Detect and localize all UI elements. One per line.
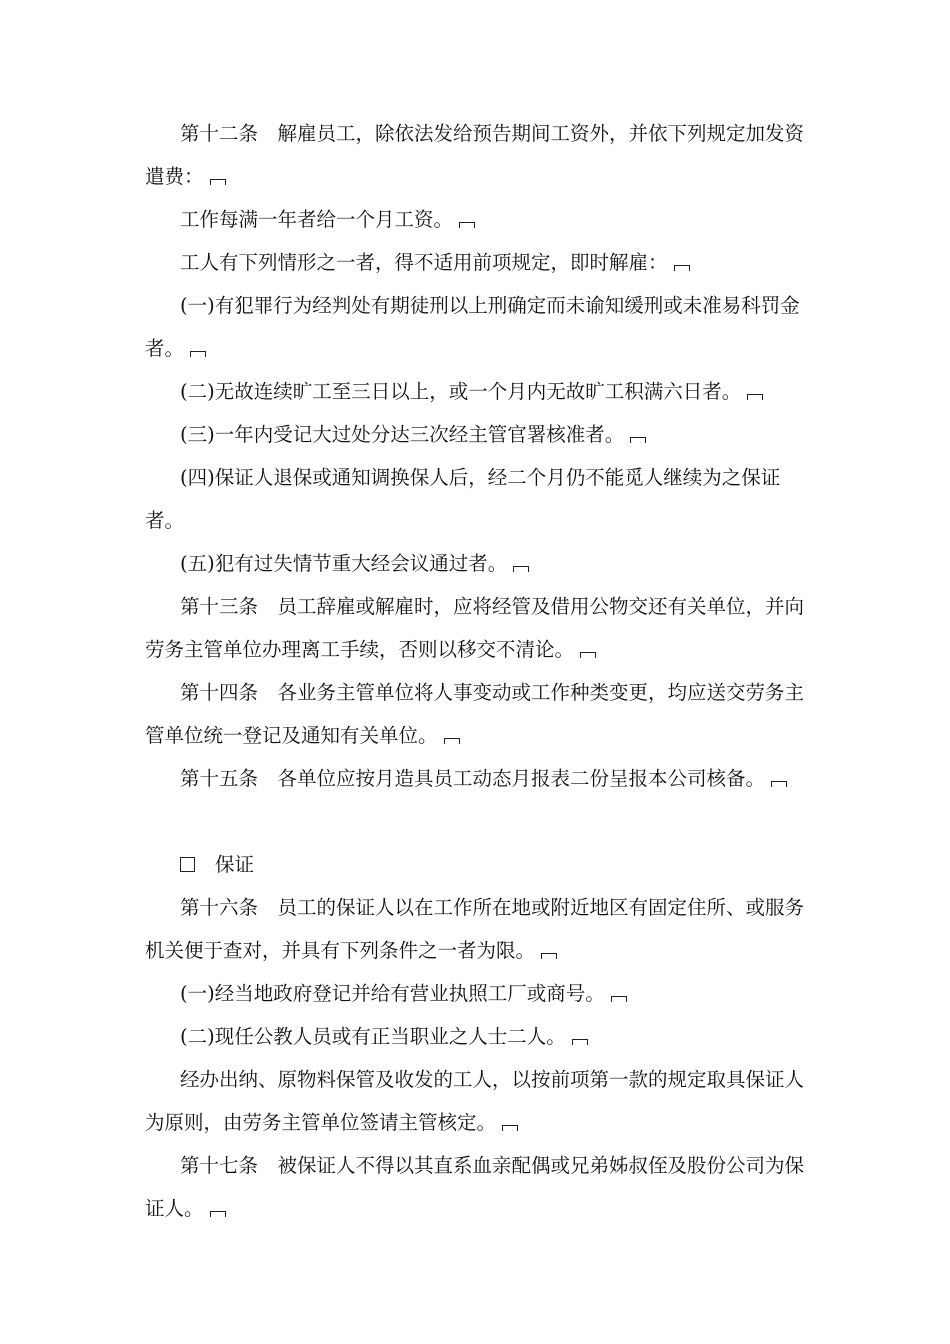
article-13 — [145, 585, 810, 671]
paragraph-text: (二)无故连续旷工至三日以上，或一个月内无故旷工积满六日者。 — [180, 380, 742, 403]
paragraph-text: 工作每满一年者给一个月工资。 — [180, 208, 454, 231]
paragraph-text: 经办出纳、原物料保管及收发的工人，以按前项第一款的规定取具保证人为原则，由劳务主管单位签请主管核定。 — [145, 1068, 805, 1134]
paragraph-text: (三)一年内受记大过处分达三次经主管官署核准者。 — [180, 423, 625, 446]
paragraph-text: 第十四条 各业务主管单位将人事变动或工作种类变更，均应送交劳务主管单位统一登记及通知有关单位。 — [145, 681, 805, 747]
paragraph-mark-icon — [747, 394, 763, 400]
paragraph-text: 第十六条 员工的保证人以在工作所在地或附近地区有固定住所、或服务机关便于查对，并具有下列条件之一者为限。 — [145, 896, 805, 962]
paragraph-mark-icon — [541, 953, 557, 959]
paragraph-mark-icon — [771, 781, 787, 787]
paragraph-mark-icon — [580, 652, 596, 658]
paragraph-text: (一)有犯罪行为经判处有期徒刑以上刑确定而未谕知缓刑或未准易科罚金者。 — [145, 294, 800, 360]
section-spacer — [145, 800, 810, 843]
article-17 — [145, 1144, 810, 1230]
paragraph-text: 工人有下列情形之一者，得不适用前项规定，即时解雇： — [180, 251, 668, 274]
paragraph-mark-icon — [674, 265, 690, 271]
section-heading-text: 保证 — [215, 853, 255, 876]
paragraph-text: 第十二条 解雇员工，除依法发给预告期间工资外，并依下列规定加发资遣费： — [145, 122, 805, 188]
paragraph-text: (五)犯有过失情节重大经会议通过者。 — [180, 552, 508, 575]
paragraph-mark-icon — [444, 738, 460, 744]
paragraph-text: 第十三条 员工辞雇或解雇时，应将经管及借用公物交还有关单位，并向劳务主管单位办理离工手续，否则以移交不清论。 — [145, 595, 805, 661]
article-12 — [145, 112, 810, 198]
article-15 — [145, 757, 810, 800]
paragraph-mark-icon — [630, 437, 646, 443]
paragraph-mark-icon — [513, 566, 529, 572]
section-heading — [180, 843, 810, 886]
article-16 — [145, 886, 810, 972]
article-12-item-2 — [145, 370, 810, 413]
paragraph-mark-icon — [210, 1211, 226, 1217]
paragraph-mark-icon — [459, 222, 475, 228]
paragraph-mark-icon — [611, 996, 627, 1002]
paragraph-text: 第十五条 各单位应按月造具员工动态月报表二份呈报本公司核备。 — [180, 767, 766, 790]
paragraph-text: 第十七条 被保证人不得以其直系血亲配偶或兄弟姊叔侄及股份公司为保证人。 — [145, 1154, 805, 1220]
paragraph-mark-icon — [572, 1039, 588, 1045]
paragraph-text: (四)保证人退保或通知调换保人后，经二个月仍不能觅人继续为之保证者。 — [145, 466, 781, 532]
checkbox-square-icon — [180, 857, 195, 872]
paragraph-text: (一)经当地政府登记并给有营业执照工厂或商号。 — [180, 982, 605, 1005]
article-12-item-3 — [145, 413, 810, 456]
article-14 — [145, 671, 810, 757]
article-12-item-1 — [145, 284, 810, 370]
article-12-clause-a — [145, 198, 810, 241]
paragraph-mark-icon — [210, 179, 226, 185]
article-12-item-4 — [145, 456, 810, 542]
paragraph-mark-icon — [502, 1125, 518, 1131]
paragraph-text: (二)现任公教人员或有正当职业之人士二人。 — [180, 1025, 566, 1048]
article-12-clause-b — [145, 241, 810, 284]
article-12-item-5 — [145, 542, 810, 585]
document-body — [145, 112, 810, 1230]
paragraph-mark-icon — [190, 351, 206, 357]
article-16-clause-b — [145, 1058, 810, 1144]
article-16-item-2 — [145, 1015, 810, 1058]
article-16-item-1 — [145, 972, 810, 1015]
